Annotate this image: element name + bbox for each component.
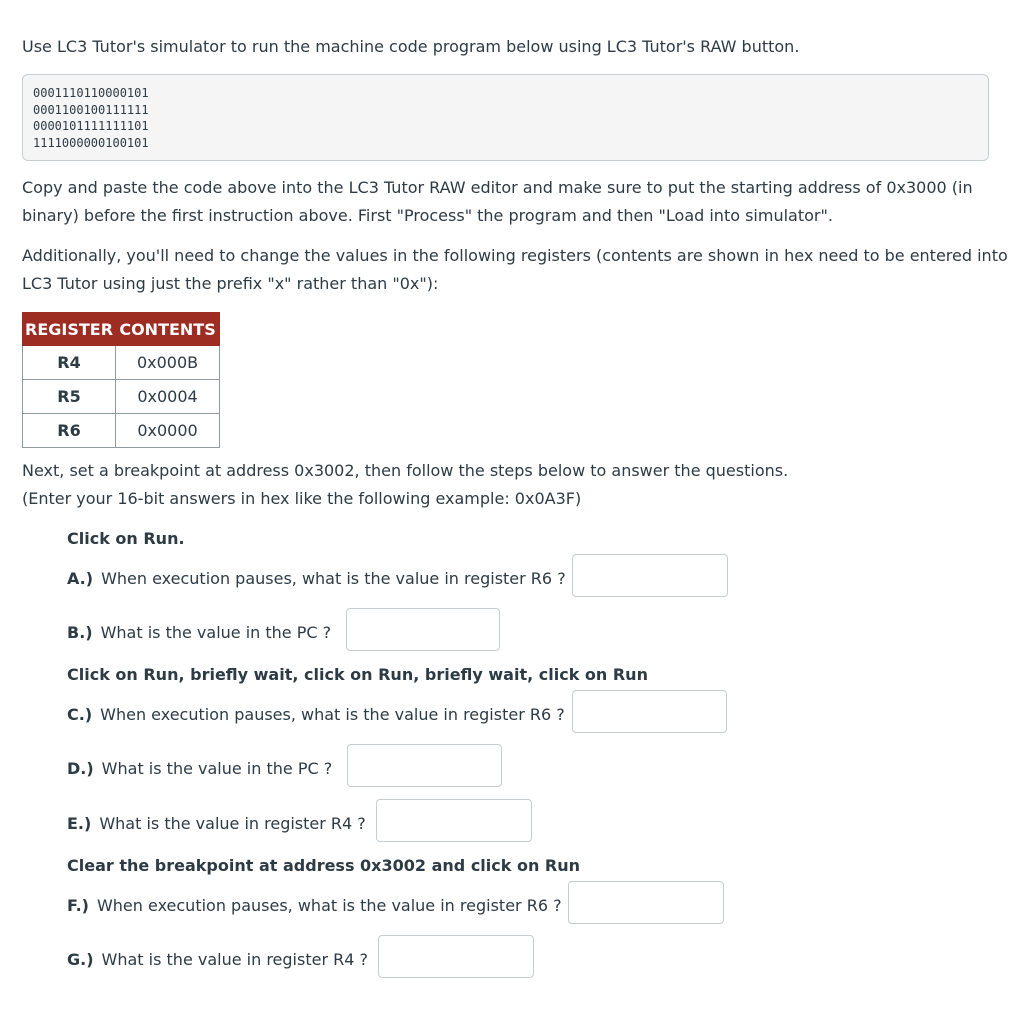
answer-input-f[interactable] bbox=[568, 881, 724, 924]
intro-text: Use LC3 Tutor's simulator to run the machine code program below using LC3 Tutor's RAW button. bbox=[22, 37, 800, 56]
question-label: C.) bbox=[67, 705, 93, 724]
table-row bbox=[23, 380, 220, 414]
answer-input-c[interactable] bbox=[572, 690, 727, 733]
copy-instructions-line: binary) before the first instruction above. First "Process" the program and then "Load into simulator". bbox=[22, 206, 833, 225]
question-g bbox=[67, 946, 368, 974]
question-text: What is the value in register R4 ? bbox=[101, 950, 368, 969]
register-name: R6 bbox=[23, 414, 116, 448]
question-b bbox=[67, 619, 331, 647]
question-label: F.) bbox=[67, 896, 89, 915]
answer-input-b[interactable] bbox=[346, 608, 500, 651]
code-block bbox=[22, 74, 989, 161]
table-row bbox=[23, 346, 220, 380]
answer-input-e[interactable] bbox=[376, 799, 532, 842]
question-a bbox=[67, 565, 566, 593]
breakpoint-instructions-line: (Enter your 16-bit answers in hex like the following example: 0x0A3F) bbox=[22, 489, 582, 508]
question-label: G.) bbox=[67, 950, 94, 969]
question-f bbox=[67, 892, 562, 920]
question-d bbox=[67, 755, 332, 783]
question-text: When execution pauses, what is the value in register R6 ? bbox=[100, 705, 565, 724]
register-name: R5 bbox=[23, 380, 116, 414]
register-value: 0x000B bbox=[116, 346, 220, 380]
question-e bbox=[67, 810, 366, 838]
step-instruction: Click on Run. bbox=[67, 529, 185, 548]
code-line: 0001100100111111 bbox=[33, 102, 149, 117]
table-header-contents: CONTENTS bbox=[116, 313, 220, 346]
question-c bbox=[67, 701, 565, 729]
question-label: D.) bbox=[67, 759, 94, 778]
question-label: B.) bbox=[67, 623, 93, 642]
answer-input-d[interactable] bbox=[347, 744, 502, 787]
code-line: 0000101111111101 bbox=[33, 119, 149, 133]
code-line: 0001110110000101 bbox=[33, 86, 149, 100]
register-instructions-line: Additionally, you'll need to change the values in the following registers (contents are shown in hex need to be entered into bbox=[22, 246, 1008, 265]
question-text: What is the value in the PC ? bbox=[100, 623, 332, 642]
register-value: 0x0000 bbox=[116, 414, 220, 448]
step-instruction: Click on Run, briefly wait, click on Run, briefly wait, click on Run bbox=[67, 665, 648, 684]
question-text: What is the value in the PC ? bbox=[101, 759, 333, 778]
register-table bbox=[22, 312, 220, 448]
table-header-register: REGISTER bbox=[23, 313, 116, 346]
answer-input-g[interactable] bbox=[378, 935, 534, 978]
register-instructions-line: LC3 Tutor using just the prefix "x" rather than "0x"): bbox=[22, 274, 439, 293]
answer-input-a[interactable] bbox=[572, 554, 728, 597]
question-label: A.) bbox=[67, 569, 94, 588]
breakpoint-instructions-line: Next, set a breakpoint at address 0x3002, then follow the steps below to answer the questions. bbox=[22, 461, 789, 480]
code-line: 1111000000100101 bbox=[33, 135, 149, 150]
table-row bbox=[23, 414, 220, 448]
question-label: E.) bbox=[67, 814, 92, 833]
question-text: What is the value in register R4 ? bbox=[99, 814, 366, 833]
question-text: When execution pauses, what is the value in register R6 ? bbox=[101, 569, 566, 588]
register-value: 0x0004 bbox=[116, 380, 220, 414]
question-text: When execution pauses, what is the value in register R6 ? bbox=[96, 896, 562, 915]
register-name: R4 bbox=[23, 346, 116, 380]
copy-instructions-line: Copy and paste the code above into the LC3 Tutor RAW editor and make sure to put the starting address of 0x3000 (in bbox=[22, 178, 973, 197]
step-instruction: Clear the breakpoint at address 0x3002 and click on Run bbox=[67, 856, 581, 875]
